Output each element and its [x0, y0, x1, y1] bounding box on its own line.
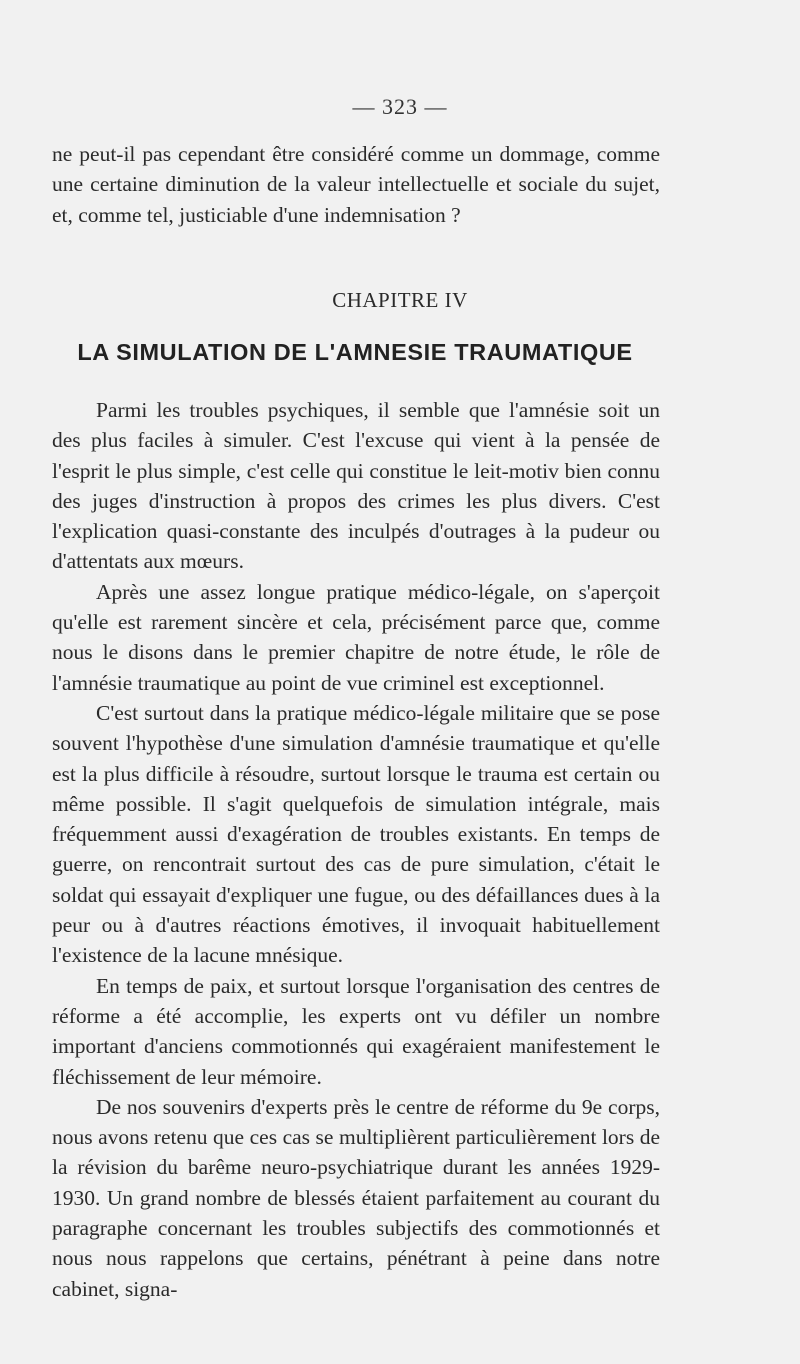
- body-paragraph: Parmi les troubles psychiques, il semble que l'amnésie soit un des plus faciles à simuler. C'est l'excuse qui vient à la pensée de l'esprit le plus simple, c'est celle qui constitue le leit-motiv bien connu des juges d'instruction à propos des crimes les plus divers. C'est l'explication quasi-constante des inculpés d'outrages à la pudeur ou d'attentats aux mœurs.: [52, 398, 660, 574]
- page-number: — 323 —: [352, 94, 448, 119]
- body-paragraph: Après une assez longue pratique médico-légale, on s'aperçoit qu'elle est rarement sincère et cela, précisément parce que, comme nous le disons dans le premier chapitre de notre étude, le rôle de l'amnésie traumatique au point de vue criminel est exceptionnel.: [52, 579, 660, 695]
- body-paragraph: De nos souvenirs d'experts près le centre de réforme du 9e corps, nous avons retenu que ces cas se multiplièrent particulièrement lors de la révision du barême neuro-psychiatrique durant les années 1929-1930. Un grand nombre de blessés étaient parfaitement au courant du paragraphe concernant les troubles subjectifs des commotionnés et nous nous rappelons que certains, pénétrant à peine dans notre cabinet, signa-: [52, 1094, 660, 1301]
- chapter-body: [52, 395, 660, 1304]
- chapter-label: CHAPITRE IV: [332, 288, 468, 312]
- chapter-title: LA SIMULATION DE L'AMNESIE TRAUMATIQUE: [77, 339, 633, 365]
- body-paragraph: C'est surtout dans la pratique médico-légale militaire que se pose souvent l'hypothèse d'une simulation d'amnésie traumatique et qu'elle est la plus difficile à résoudre, surtout lorsque le trauma est certain ou même possible. Il s'agit quelquefois de simulation intégrale, mais fréquemment aussi d'exagération de troubles existants. En temps de guerre, on rencontrait surtout des cas de pure simulation, c'était le soldat qui essayait d'expliquer une fugue, ou des défaillances dues à la peur ou à d'autres réactions émotives, il invoquait habituellement l'existence de la lacune mnésique.: [52, 700, 660, 968]
- opening-paragraph: ne peut-il pas cependant être considéré comme un dommage, comme une certaine diminution de la valeur intellectuelle et sociale du sujet, et, comme tel, justiciable d'une indemnisation ?: [52, 142, 660, 227]
- opening-paragraph-block: [52, 139, 660, 230]
- body-paragraph: En temps de paix, et surtout lorsque l'organisation des centres de réforme a été accomplie, les experts ont vu défiler un nombre important d'anciens commotionnés qui exagéraient manifestement le fléchissement de leur mémoire.: [52, 973, 660, 1089]
